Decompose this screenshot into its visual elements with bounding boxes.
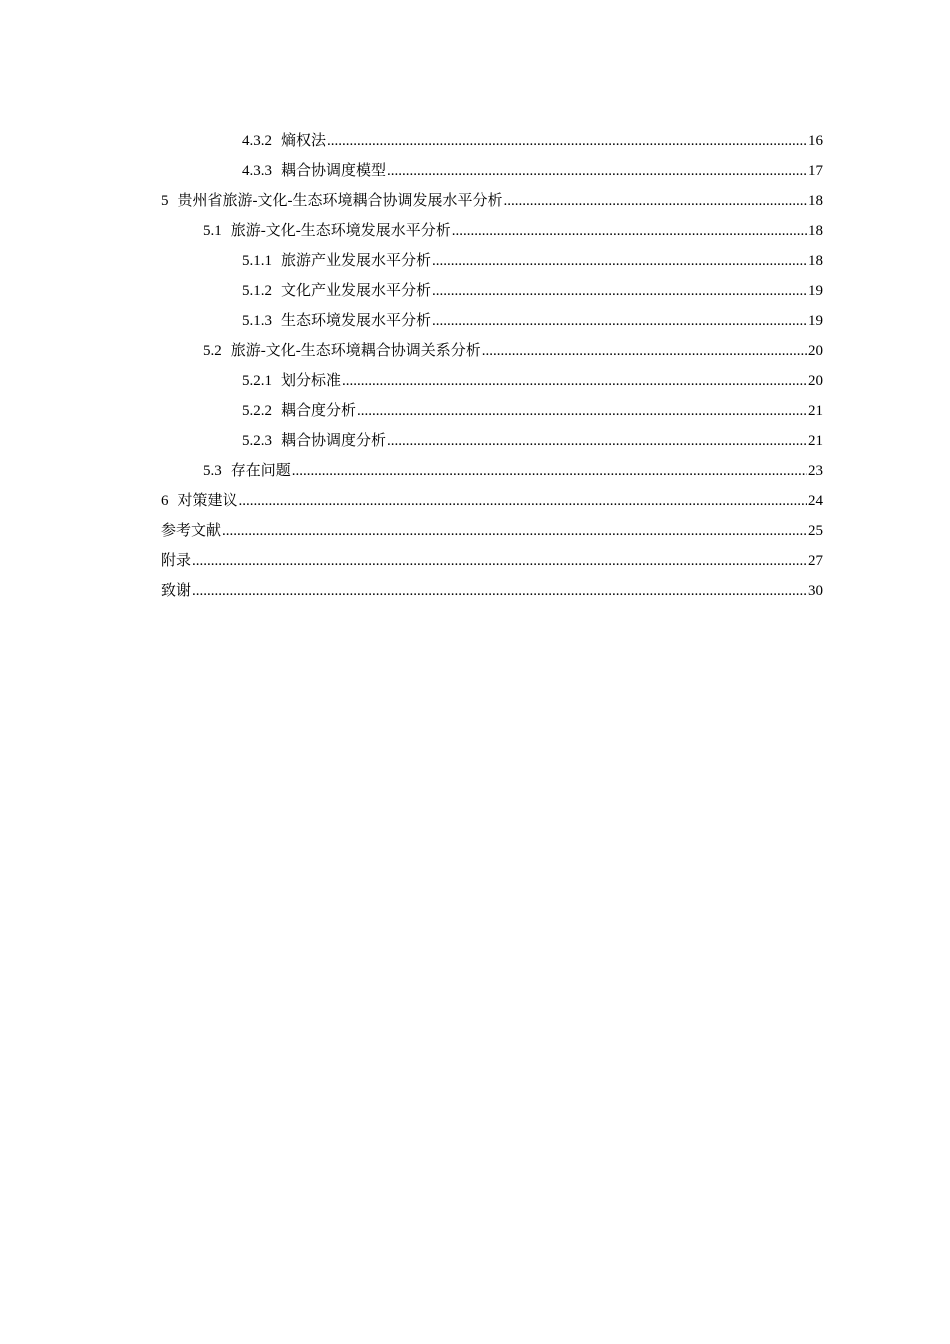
toc-entry-page: 23 bbox=[808, 463, 823, 479]
toc-entry-5-1-3[interactable] bbox=[161, 306, 823, 336]
toc-entry-5-2[interactable] bbox=[161, 336, 823, 366]
toc-entry-title: 贵州省旅游-文化-生态环境耦合协调发展水平分析 bbox=[177, 193, 503, 209]
toc-entry-5-2-1[interactable] bbox=[161, 366, 823, 396]
toc-entry-5-3[interactable] bbox=[161, 456, 823, 486]
toc-entry-page: 21 bbox=[808, 403, 823, 419]
toc-entry-5-1-2[interactable] bbox=[161, 276, 823, 306]
toc-dot-leader bbox=[342, 366, 807, 396]
toc-entry-page: 21 bbox=[808, 433, 823, 449]
toc-dot-leader bbox=[432, 306, 807, 336]
toc-dot-leader bbox=[387, 156, 807, 186]
toc-entry-4-3-2[interactable] bbox=[161, 126, 823, 156]
toc-entry-title: 旅游-文化-生态环境发展水平分析 bbox=[230, 223, 451, 239]
toc-entry-title: 存在问题 bbox=[230, 463, 291, 479]
toc-entry-page: 20 bbox=[808, 343, 823, 359]
toc-entry-number: 5.2.1 bbox=[242, 373, 272, 389]
toc-entry-number: 4.3.2 bbox=[242, 133, 272, 149]
toc-dot-leader bbox=[387, 426, 807, 456]
toc-entry-number: 5.1.1 bbox=[242, 253, 272, 269]
toc-entry-page: 16 bbox=[808, 133, 823, 149]
toc-entry-title: 旅游-文化-生态环境耦合协调关系分析 bbox=[230, 343, 481, 359]
toc-entry-number: 5.3 bbox=[203, 463, 222, 479]
toc-entry-page: 24 bbox=[808, 493, 823, 509]
toc-entry-title: 熵权法 bbox=[281, 133, 327, 149]
toc-entry-title: 文化产业发展水平分析 bbox=[281, 283, 432, 299]
toc-dot-leader bbox=[327, 126, 807, 156]
toc-entry-4-3-3[interactable] bbox=[161, 156, 823, 186]
toc-entry-number: 5.1.3 bbox=[242, 313, 272, 329]
toc-entry-page: 19 bbox=[808, 313, 823, 329]
toc-entry-page: 30 bbox=[808, 583, 823, 599]
toc-dot-leader bbox=[504, 186, 808, 216]
toc-entry-number: 5.2.2 bbox=[242, 403, 272, 419]
toc-entry-page: 18 bbox=[808, 253, 823, 269]
toc-entry-title: 耦合度分析 bbox=[281, 403, 357, 419]
toc-entry-title: 参考文献 bbox=[161, 523, 222, 539]
toc-entry-title: 致谢 bbox=[161, 583, 192, 599]
toc-dot-leader bbox=[452, 216, 807, 246]
toc-dot-leader bbox=[357, 396, 807, 426]
toc-dot-leader bbox=[432, 246, 807, 276]
toc-dot-leader bbox=[192, 576, 807, 606]
toc-entry-5-1[interactable] bbox=[161, 216, 823, 246]
toc-entry-6[interactable] bbox=[161, 486, 823, 516]
table-of-contents bbox=[161, 126, 823, 606]
toc-entry-number: 5.1 bbox=[203, 223, 222, 239]
toc-entry-page: 20 bbox=[808, 373, 823, 389]
toc-dot-leader bbox=[482, 336, 807, 366]
toc-entry-5[interactable] bbox=[161, 186, 823, 216]
toc-entry-title: 对策建议 bbox=[177, 493, 238, 509]
toc-entry-page: 25 bbox=[808, 523, 823, 539]
toc-entry-5-2-3[interactable] bbox=[161, 426, 823, 456]
toc-entry-number: 6 bbox=[161, 493, 169, 509]
toc-entry-title: 划分标准 bbox=[281, 373, 342, 389]
toc-entry-page: 18 bbox=[808, 193, 823, 209]
toc-dot-leader bbox=[222, 516, 807, 546]
toc-entry-number: 5.2.3 bbox=[242, 433, 272, 449]
toc-entry-number: 5.2 bbox=[203, 343, 222, 359]
toc-entry-5-1-1[interactable] bbox=[161, 246, 823, 276]
toc-entry-title: 附录 bbox=[161, 553, 192, 569]
toc-dot-leader bbox=[239, 486, 807, 516]
toc-entry-5-2-2[interactable] bbox=[161, 396, 823, 426]
toc-entry-appendix[interactable] bbox=[161, 546, 823, 576]
toc-entry-acknowledgements[interactable] bbox=[161, 576, 823, 606]
toc-entry-page: 27 bbox=[808, 553, 823, 569]
toc-entry-number: 5.1.2 bbox=[242, 283, 272, 299]
toc-dot-leader bbox=[432, 276, 807, 306]
toc-entry-number: 4.3.3 bbox=[242, 163, 272, 179]
toc-entry-number: 5 bbox=[161, 193, 169, 209]
toc-dot-leader bbox=[292, 456, 807, 486]
toc-entry-title: 耦合协调度分析 bbox=[281, 433, 387, 449]
toc-entry-title: 耦合协调度模型 bbox=[281, 163, 387, 179]
toc-entry-title: 旅游产业发展水平分析 bbox=[281, 253, 432, 269]
toc-entry-title: 生态环境发展水平分析 bbox=[281, 313, 432, 329]
toc-entry-references[interactable] bbox=[161, 516, 823, 546]
toc-entry-page: 18 bbox=[808, 223, 823, 239]
toc-dot-leader bbox=[192, 546, 807, 576]
toc-entry-page: 17 bbox=[808, 163, 823, 179]
toc-entry-page: 19 bbox=[808, 283, 823, 299]
